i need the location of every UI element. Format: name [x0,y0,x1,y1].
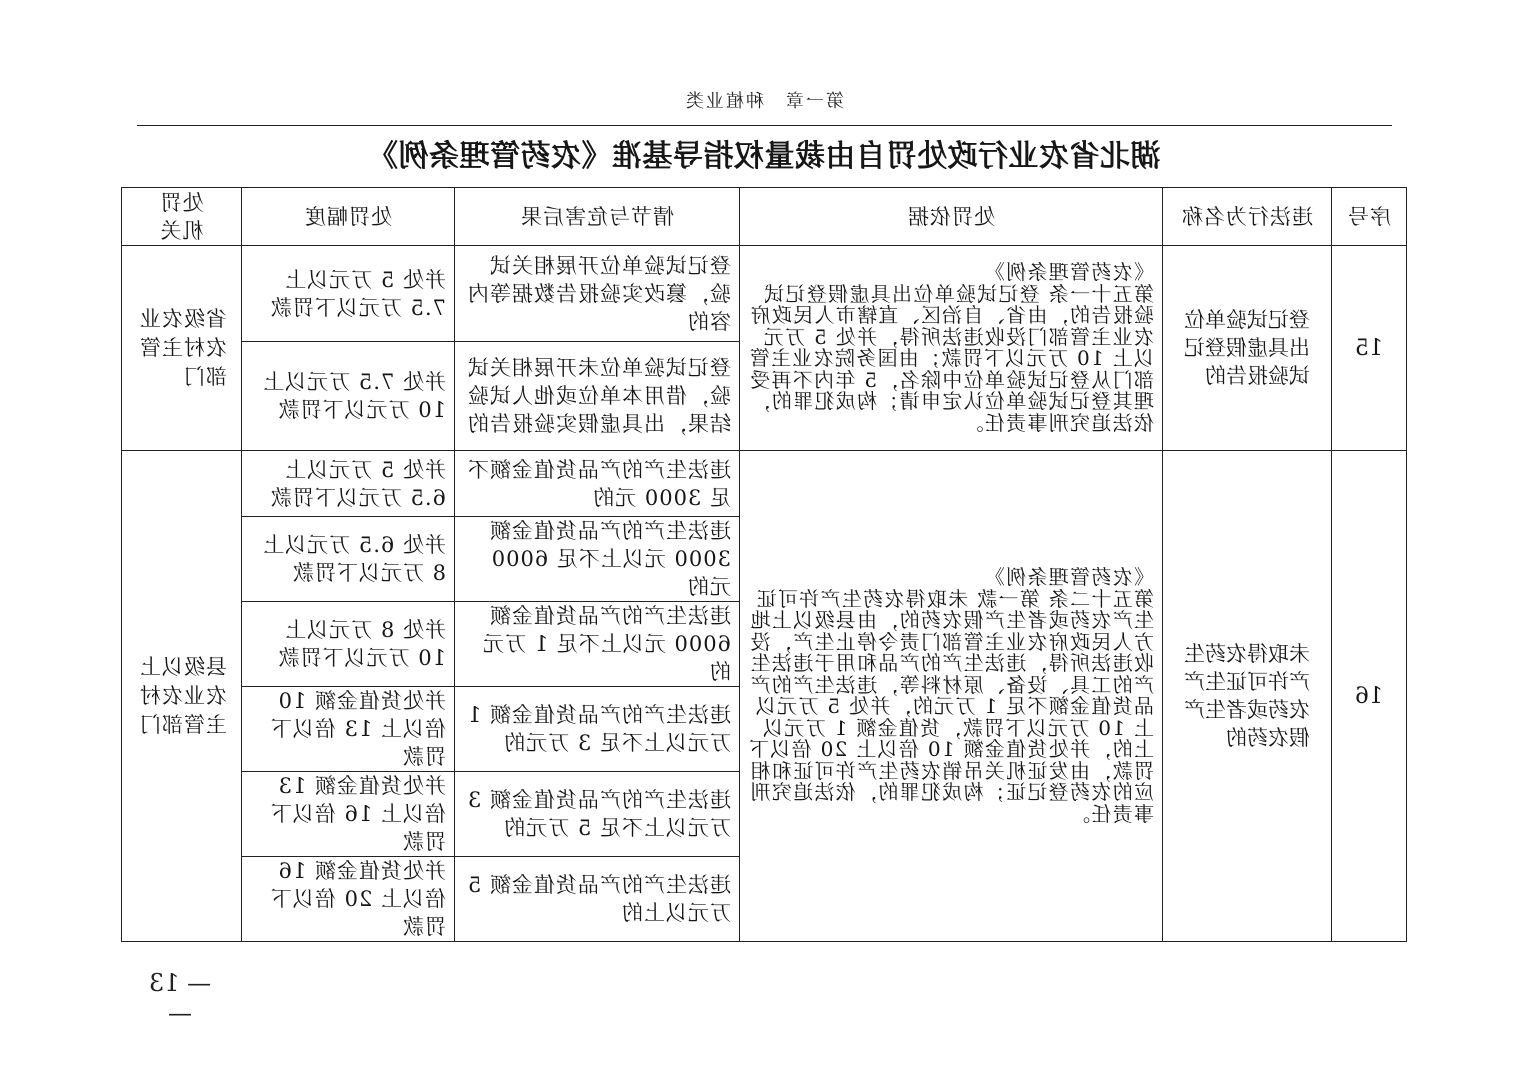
cell-circumstance: 违法生产的产品货值金额不足 3000 元的 [455,451,740,517]
running-header: 第一章 种植业类 [684,91,844,112]
cell-violation-name: 未取得农药生产许可证生产农药或者生产假农药的 [1163,451,1332,942]
cell-seq: 15 [1332,246,1407,451]
header-violation-name: 违法行为名称 [1163,188,1332,246]
header-authority-label: 处罚机关 [159,190,204,243]
table-row [122,451,1407,517]
cell-seq: 16 [1332,451,1407,942]
header-circumstance: 情节与危害后果 [455,188,740,246]
penalty-table [121,187,1407,942]
cell-circumstance: 登记试验单位未开展相关试验，借用本单位或他人试验结果，出具虚假实验报告的 [455,342,740,451]
table-header-row [122,188,1407,246]
cell-circumstance: 违法生产的产品货值金额 5 万元以上的 [455,857,740,942]
legal-basis-title: 《农药管理条例》 [983,260,1154,284]
header-penalty-range: 处罚幅度 [242,188,455,246]
cell-violation-name: 登记试验单位出具虚假登记试验报告的 [1163,246,1332,451]
header-legal-basis: 处罚依据 [740,188,1163,246]
cell-penalty-range: 并处货值金额 13 倍以上 16 倍以下罚款 [242,772,455,857]
cell-penalty-range: 并处 7.5 万元以上 10 万元以下罚款 [242,342,455,451]
cell-circumstance: 违法生产的产品货值金额 3 万元以上不足 5 万元的 [455,772,740,857]
cell-penalty-range: 并处 6.5 万元以上 8 万元以下罚款 [242,517,455,602]
cell-authority: 省级农业农村主管部门 [122,246,242,451]
cell-penalty-range: 并处货值金额 16 倍以上 20 倍以下罚款 [242,857,455,942]
legal-basis-text: 第五十二条 第一款 未取得农药生产许可证生产农药或者生产假农药的，由县级以上地方人民政府农业主管部门责令停止生产，没收违法所得，违法生产的产品和用于违法生产的工具、设备、原材料等，违法生产的产品货值金额不足 1 万元的，并处 5 万元以上 10 万元以下罚款，货值金额 1 万元以上的，并处货值金额 10 倍以上 20 倍以下罚款，由发证机关吊销农药生产许可证和相应的农药登记证；构成犯罪的，依法追究刑事责任。 [747,586,1154,826]
cell-penalty-range: 并处 5 万元以上 6.5 万元以下罚款 [242,451,455,517]
cell-circumstance: 违法生产的产品货值金额 3000 元以上不足 6000 元的 [455,517,740,602]
cell-legal-basis [740,246,1163,451]
legal-basis-text: 第五十一条 登记试验单位出具虚假登记试验报告的，由省、自治区、直辖市人民政府农业主管部门没收违法所得，并处 5 万元以上 10 万元以下罚款；由国务院农业主管部门从登记试验单位中除名，5 年内不再受理其登记试验单位认定申请；构成犯罪的，依法追究刑事责任。 [748,281,1154,435]
page-title: 湖北省农业行政处罚自由裁量权指导基准《农药管理条例》 [367,139,1161,174]
legal-basis-title: 《农药管理条例》 [983,565,1154,589]
page-number: — 13 — [148,969,212,1027]
cell-penalty-range: 并处 8 万元以上 10 万元以下罚款 [242,602,455,687]
header-rule [137,125,1392,126]
header-authority [122,188,242,246]
cell-authority: 县级以上农业农村主管部门 [122,451,242,942]
cell-penalty-range: 并处货值金额 10 倍以上 13 倍以下罚款 [242,687,455,772]
header-seq: 序号 [1332,188,1407,246]
cell-legal-basis [740,451,1163,942]
cell-penalty-range: 并处 5 万元以上 7.5 万元以下罚款 [242,246,455,342]
table-row [122,246,1407,342]
cell-circumstance: 违法生产的产品货值金额 6000 元以上不足 1 万元的 [455,602,740,687]
cell-circumstance: 违法生产的产品货值金额 1 万元以上不足 3 万元的 [455,687,740,772]
cell-circumstance: 登记试验单位开展相关试验，篡改实验报告数据等内容的 [455,246,740,342]
